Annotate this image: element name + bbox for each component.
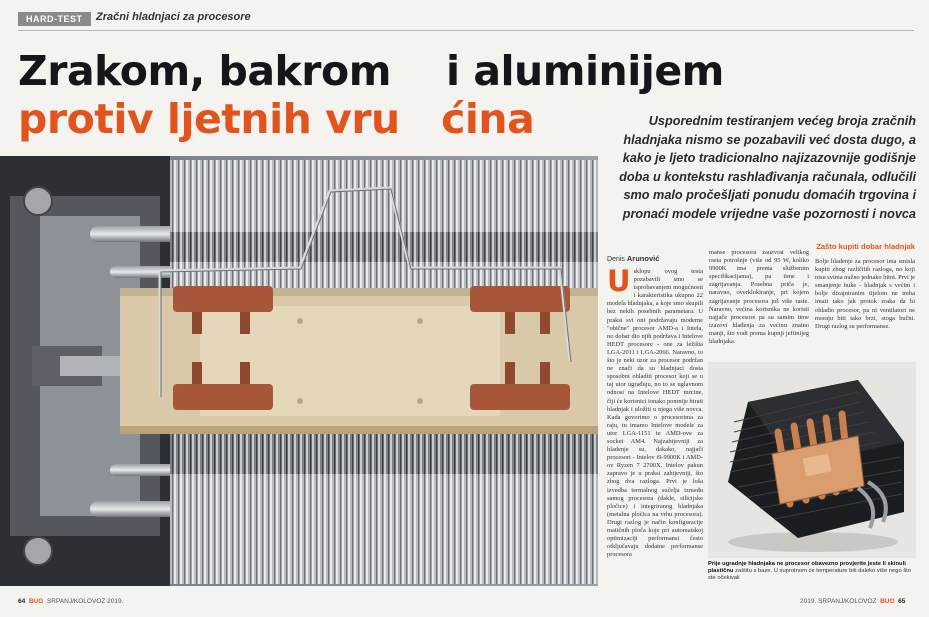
cooler-photo (708, 362, 916, 558)
brand-left: BUG (28, 598, 44, 605)
drop-cap: U (607, 268, 631, 298)
byline-last-name: Arunović (626, 254, 660, 263)
page-number-right: 65 (898, 598, 906, 605)
caption-bold: Prije ugradnje hladnjaka ne procesor obavezno provjerite jeste li skinuli plastičnu (708, 561, 906, 574)
tower-cooler-illustration (708, 362, 916, 558)
footer-right (800, 598, 905, 605)
footer-left (18, 598, 123, 605)
article-deck: Usporednim testiranjem većeg broja zračnih hladnjaka nismo se pozabavili već dosta dugo, a kako je ljeto tradicionalno najizazovnije godišnje doba u kontekstu rashlađivanja računala, odlučili smo malo pročešljati ponudu domaćih trgovina i pronaći modele vrijedne vaše pozornosti i novca (619, 114, 916, 221)
body-column-2: manse procesora zauzvrat velikog rasta potrošnje (više od 95 W, koliko 9900K ima prema službenim specifikacijama), pa time i zagrijavanja. Posebna priča je, naravno, overklokiranje, pri kojem zagrijavanje procesora još više raste. Naravno, većina korisnika ne koristi najjače procesore pa su samim time izazovi hlađenja za većinu znatno manji, što vodi prema kupnji jeftinijeg hladnjaka. (709, 249, 809, 346)
issue-right: 2019. SRPANJ/KOLOVOZ (800, 598, 877, 605)
sidebar-heading: Zašto kupiti dobar hladnjak (816, 242, 915, 251)
heatsink-illustration (0, 156, 598, 586)
headline-line-2: protiv ljetnih vru ćina (18, 95, 535, 143)
sidebar-text: Bolje hladenje za procesor ima smisla kupiti zbog različitih razloga, no koji nisu svima nužno jednako bitni. Prvi je smanjenje buke - hladnjak s većim i bolje dizajniranim tijelom ne treba imati tako jak protok zraka da bi ohladio procesor, pa ni ventilatori ne moraju biti tako brzi, stoga bučni. Drugi razlog su performanse. (815, 258, 915, 330)
caption-rest: zaštitu s baze. U suprotnom će temperature biti daleko više nego što ste očekivali (708, 568, 912, 581)
photo-caption (708, 561, 916, 582)
headline-line-1: Zrakom, bakrom i aluminijem (18, 47, 724, 95)
byline-first-name: Denis (607, 256, 625, 263)
brand-right: BUG (880, 598, 895, 605)
body-column-1-text: sklopu ovog testa pozabavili smo se isprobavanjem mogućnosti i karakteristika ukupno 22 modela hladnjaka, a koje smo skupili bez nekih posebnih parametara. U praksi svi oni podržavaju moderne "obične" procesor AMD-a i Intela, no dobar dio njih podržava i Intelove HEDT procesore - one za ležišta LGA-2011 i LGA-2066. Naravno, to što je neki uzor za procesor podržan ne znači da su hladnjaci dosta sposobni ohladiti procesor koji se u taj utor ugrađuju, no to se uglavnom odnosi na Intelove HEDT mrcine, čiji će korisnici ionako pomnije birati hladnjak i uložiti u njega više novca. Kada govorimo o procesorima za raju, tu imamo Intelove modele za utor LGA-1151 te AMD-ove za socket AM4. Najzahtjevniji za hladenje su, dakako, najjači procesori - Intelov i9-9900K i AMD-ov Ryzen 7 2700X. Intelov pakun zapravo je u praksi zahtjevniji, što zbog dva razloga. Prvi je loša izvedba termalnog sučelja između samog procesora (dakle, silicijske pločice) i integriranog hladnjaka (metalna pločica na vrhu procesora). Drugi razlog je način konfiguracije matičnih ploča koje pri automatskoj optimizaciji performansi često otključavaju dodatne performanse procesora (607, 268, 703, 559)
byline (607, 254, 659, 263)
section-header (18, 10, 914, 31)
section-title: Zračni hladnjaci za procesore (96, 11, 251, 23)
body-column-1 (607, 268, 703, 568)
page-number-left: 64 (18, 598, 26, 605)
heatsink-photo (0, 156, 598, 586)
issue-left: SRPANJ/KOLOVOZ 2019. (46, 598, 124, 605)
section-badge: HARD-TEST (18, 12, 91, 26)
